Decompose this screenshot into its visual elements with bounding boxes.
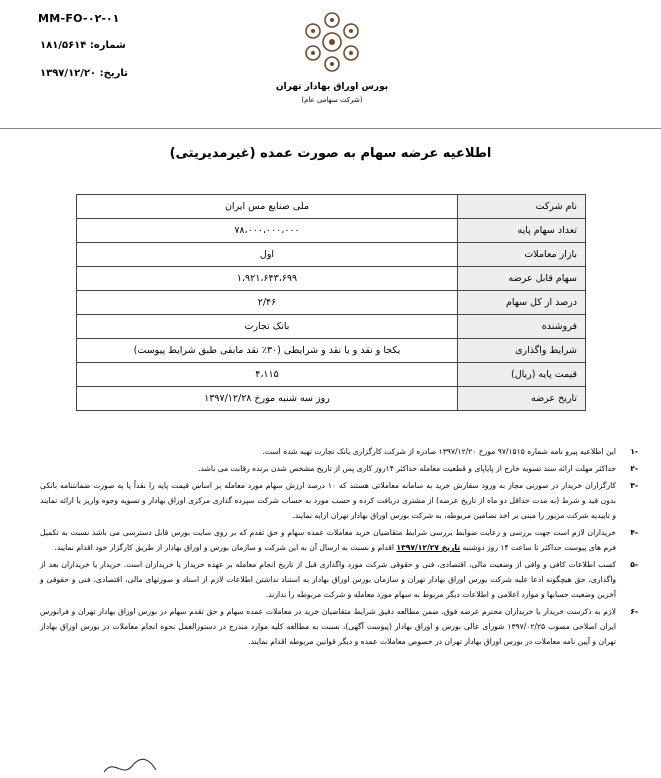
row-label: درصد از کل سهام (458, 291, 586, 315)
table-row (77, 291, 586, 315)
letter-number-value: ۱۸۱/۵۶۱۴ (40, 40, 87, 51)
table-row (77, 219, 586, 243)
note-text: این اطلاعیه پیرو نامه شماره ۹۷/۱۵۱۵ مورخ ۱۳۹۷/۱۲/۲۰ صادره از شرکت کارگزاری بانک تجارت تهیه شده است. (262, 447, 616, 456)
row-value: ۴،۱۱۵ (77, 363, 458, 387)
note-text: حداکثر مهلت ارائه سند تسویه خارج از پایاپای و قطعیت معامله حداکثر ۱۴روز کاری پس از تاریخ مشخص شدن برنده رقابت می باشد. (198, 464, 616, 473)
letter-date-value: ۱۳۹۷/۱۲/۲۰ (40, 68, 97, 79)
row-value: ۱،۹۲۱،۶۴۳،۶۹۹ (77, 267, 458, 291)
note-item (40, 444, 638, 459)
document-title: اطلاعیه عرضه سهام به صورت عمده (غیرمدیریتی) (169, 146, 492, 161)
organization-name: بورس اوراق بهادار تهران (275, 82, 389, 92)
organization-subtitle: (شرکت سهامی عام) (301, 96, 363, 104)
table-row (77, 339, 586, 363)
row-label: نام شرکت (458, 195, 586, 219)
note-item (40, 604, 638, 649)
note-number: -۳ (630, 481, 638, 490)
table-row (77, 267, 586, 291)
document-code: MM-FO-۰۲-۰۱ (38, 12, 120, 25)
note-number: -۱ (630, 447, 638, 456)
note-number: -۵ (630, 560, 638, 569)
note-item (40, 478, 638, 523)
note-item (40, 525, 638, 555)
row-label: فروشنده (458, 315, 586, 339)
row-label: سهام قابل عرضه (458, 267, 586, 291)
note-text (40, 528, 616, 552)
letter-number (40, 40, 126, 51)
exchange-logo-icon (296, 6, 368, 78)
note-text: کارگزاران خریدار در صورتی مجاز به ورود سفارش خرید به سامانه معاملاتی هستند که ۱۰ درصد ارزش سهام مورد معامله بر اساس قیمت پایه را نقداً یا به صورت ضمانتنامه بانکی بدون قید و شرط (به مدت حداقل دو ماه از تاریخ عرضه) از مشتری دریافت کرده و حسب مورد به حساب شرکت سپرده گذاری مرکزی اوراق بهادار و تسویه وجوه واریز یا ارائه نمایند و تاییدیه شرکت مزبور را مبنی بر اخذ تضامین مربوطه، به شرکت بورس اوراق بهادار تهران ارایه نمایند. (40, 481, 616, 520)
letter-date (40, 68, 128, 79)
table-row (77, 243, 586, 267)
note-text: لازم به ذکرست خریدار یا خریداران محترم عرضه فوق، ضمن مطالعه دقیق شرایط متقاضیان خرید در معاملات عمده سهام و حق تقدم سهام در بورس اوراق بهادار تهران و فرابورس ایران اصلاحی مصوب ۱۳۹۷/۰۲/۲۵ شورای عالی بورس و اوراق بهادار (پیوست آگهی)، نسبت به مطالعه کلیه موارد مندرج در دستورالعمل نحوه انجام معاملات در بورس اوراق بهادار تهران و آیین نامه معاملات در بورس اوراق بهادار تهران در خصوص معاملات عمده و دیگر قوانین مربوطه اقدام نمایند. (40, 607, 616, 646)
table-row (77, 315, 586, 339)
row-label: شرایط واگذاری (458, 339, 586, 363)
row-label: بازار معاملات (458, 243, 586, 267)
note-number: -۲ (630, 464, 638, 473)
note-text: کسب اطلاعات کافی و وافی از وضعیت مالی، اقتصادی، فنی و حقوقی شرکت مورد واگذاری قبل از تاریخ انجام معامله بر عهده خریدار یا خریداران است. خریدار یا خریداران بعد از واگذاری، حق هیچگونه ادعا علیه شرکت بورس اوراق بهادار تهران و سازمان بورس اوراق بهادار به استناد نداشتن اطلاعات لازم از اسناد و صورتهای مالی، اقتصادی، فنی و حقوقی و آخرین وضعیت حسابها و موارد اعلامی و اطلاعات دیگر مربوط به سهام مورد معامله و شرکت مربوطه را ندارند. (40, 560, 616, 599)
offering-details-table (76, 194, 586, 411)
row-label: تاریخ عرضه (458, 387, 586, 411)
notes-list (40, 444, 638, 651)
note-text-part: اقدام و نسبت به ارسال آن به این شرکت و سازمان بورس و اوراق بهادار از طریق کارگزار خود اقدام نمایند. (54, 543, 397, 552)
note-item (40, 557, 638, 602)
note-text-part: خریداران لازم است جهت بررسی و رعایت ضوابط بررسی شرایط متقاضیان خرید معاملات عمده سهام و حق تقدم که بر روی سایت بورس قابل دسترسی می باشد نسبت به تکمیل فرم های پیوست حداکثر تا ساعت ۱۴ روز دوشنبه (40, 528, 616, 552)
note-deadline-date: تاریخ ۱۳۹۷/۱۲/۲۷ (396, 543, 461, 552)
header-divider (0, 128, 661, 129)
note-item (40, 461, 638, 476)
row-label: قیمت پایه (ریال) (458, 363, 586, 387)
row-value: یکجا و نقد و یا نقد و شرایطی (۳۰٪ نقد مابقی طبق شرایط پیوست) (77, 339, 458, 363)
row-label: تعداد سهام پایه (458, 219, 586, 243)
row-value: ملی صنایع مس ایران (77, 195, 458, 219)
row-value: روز سه شنبه مورخ ۱۳۹۷/۱۲/۲۸ (77, 387, 458, 411)
table-row (77, 195, 586, 219)
note-number: -۶ (630, 607, 638, 616)
table-row (77, 363, 586, 387)
signature-mark (100, 752, 160, 778)
row-value: بانک تجارت (77, 315, 458, 339)
row-value: اول (77, 243, 458, 267)
letter-date-label: تاریخ: (99, 68, 128, 79)
note-number: -۴ (630, 528, 638, 537)
row-value: ۷۸،۰۰۰،۰۰۰،۰۰۰ (77, 219, 458, 243)
row-value: ۲/۴۶ (77, 291, 458, 315)
letter-number-label: شماره: (89, 40, 126, 51)
table-row (77, 387, 586, 411)
